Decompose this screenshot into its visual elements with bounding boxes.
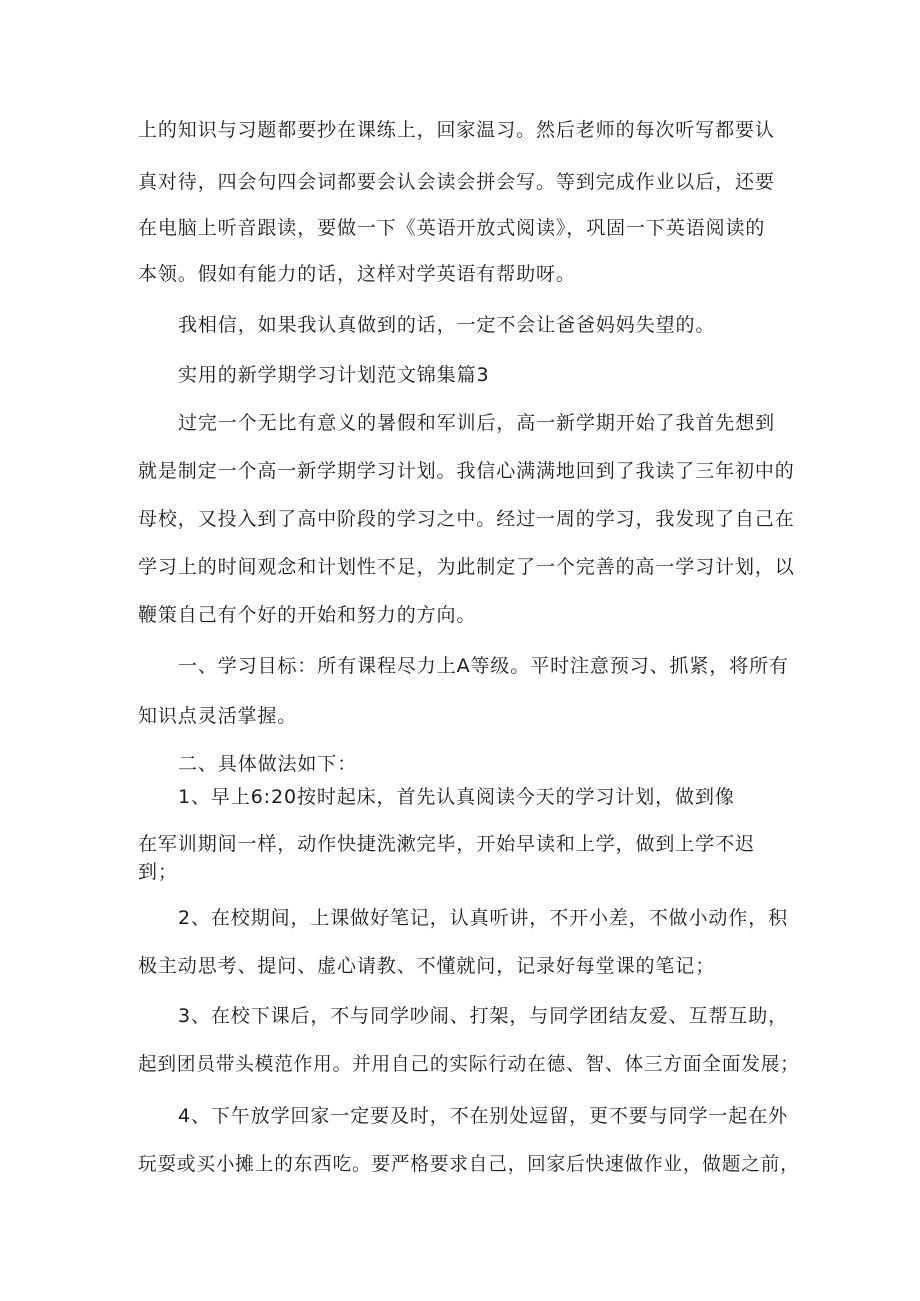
text-line: 起到团员带头模范作用。并用自己的实际行动在德、智、体三方面全面发展； xyxy=(138,1053,800,1075)
text-line: 本领。假如有能力的话，这样对学英语有帮助呀。 xyxy=(138,263,576,285)
text-line: 4、下午放学回家一定要及时，不在别处逗留，更不要与同学一起在外 xyxy=(178,1105,788,1127)
text-line: 学习上的时间观念和计划性不足，为此制定了一个完善的高一学习计划，以 xyxy=(138,556,795,578)
text-line: 在电脑上听音跟读，要做一下《英语开放式阅读》，巩固一下英语阅读的 xyxy=(138,217,766,239)
text-line: 母校，又投入到了高中阶段的学习之中。经过一周的学习，我发现了自己在 xyxy=(138,508,795,530)
text-line: 一、学习目标：所有课程尽力上A等级。平时注意预习、抓紧，将所有 xyxy=(178,655,789,677)
text-line: 2、在校期间，上课做好笔记，认真听讲，不开小差，不做小动作，积 xyxy=(178,907,788,929)
text-line: 玩耍或买小摊上的东西吃。要严格要求自己，回家后快速做作业，做题之前， xyxy=(138,1153,800,1175)
text-line: 我相信，如果我认真做到的话，一定不会让爸爸妈妈失望的。 xyxy=(178,314,716,336)
text-line: 1、早上6:20按时起床，首先认真阅读今天的学习计划，做到像 xyxy=(178,786,735,808)
text-line: 过完一个无比有意义的暑假和军训后，高一新学期开始了我首先想到 xyxy=(178,412,776,434)
text-line: 到； xyxy=(138,861,178,883)
text-line: 就是制定一个高一新学期学习计划。我信心满满地回到了我读了三年初中的 xyxy=(138,460,795,482)
section-heading: 实用的新学期学习计划范文锦集篇3 xyxy=(178,364,490,386)
text-line: 知识点灵活掌握。 xyxy=(138,705,298,727)
text-line: 极主动思考、提问、虚心请教、不懂就问，记录好每堂课的笔记； xyxy=(138,955,716,977)
text-line: 3、在校下课后，不与同学吵闹、打架，与同学团结友爱、互帮互助， xyxy=(178,1005,788,1027)
text-line: 真对待，四会句四会词都要会认会读会拼会写。等到完成作业以后，还要 xyxy=(138,171,775,193)
text-line: 鞭策自己有个好的开始和努力的方向。 xyxy=(138,604,477,626)
text-line: 在军训期间一样，动作快捷洗漱完毕，开始早读和上学，做到上学不迟 xyxy=(138,833,755,855)
text-line: 二、具体做法如下： xyxy=(178,753,358,775)
text-line: 上的知识与习题都要抄在课练上，回家温习。然后老师的每次听写都要认 xyxy=(138,119,775,141)
